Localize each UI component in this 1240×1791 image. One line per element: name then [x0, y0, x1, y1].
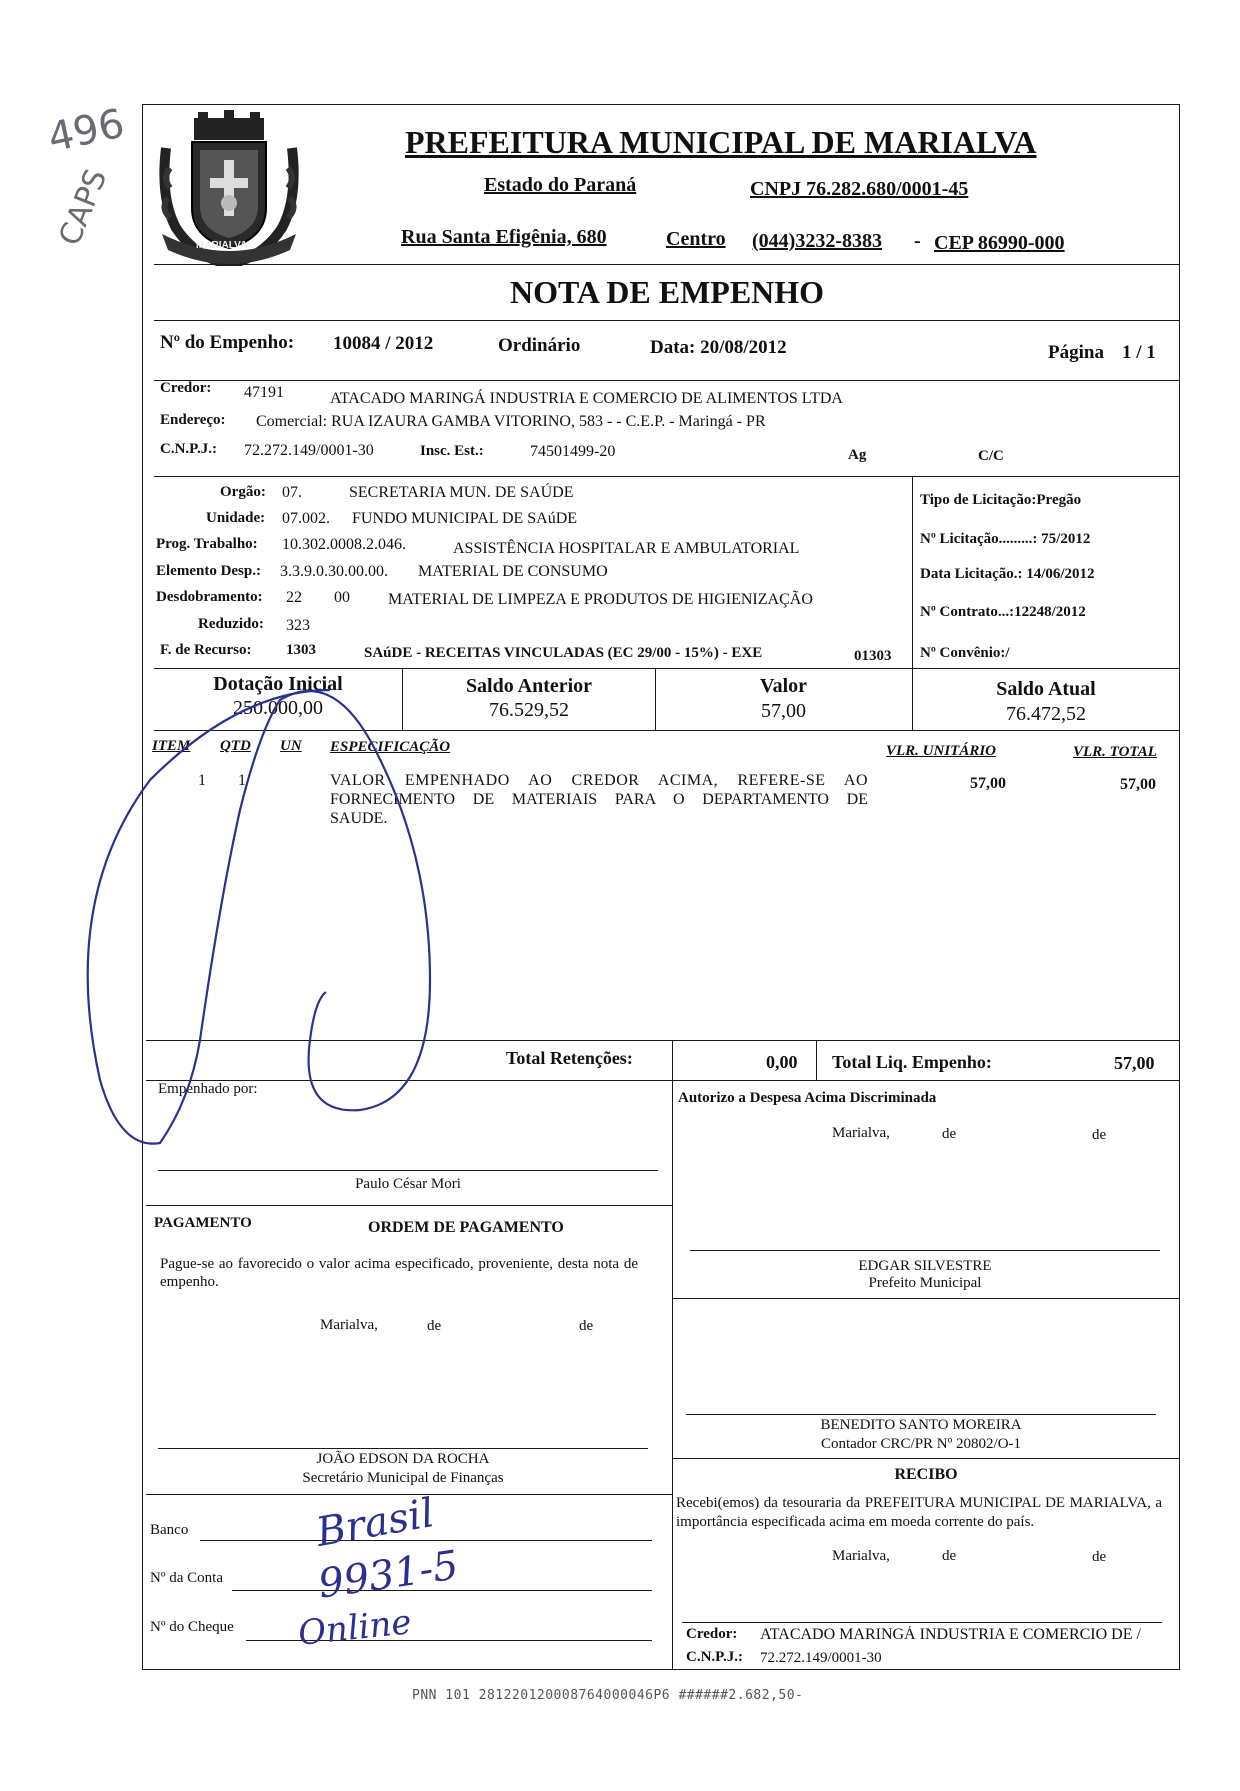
address-street: Rua Santa Efigênia, 680	[401, 226, 607, 248]
saldo-anterior-label: Saldo Anterior	[465, 675, 593, 697]
divider	[154, 380, 1180, 381]
tipo-licitacao: Tipo de Licitação:Pregão	[920, 492, 1082, 508]
credor-address: Comercial: RUA IZAURA GAMBA VITORINO, 583 - - C.E.P. - Maringá - PR	[256, 413, 766, 430]
footer-machine-code: PNN 101 281220120008764000046P6 ######2.682,50-	[412, 1688, 804, 1703]
phone-number: (044)3232-8383	[752, 230, 882, 252]
col-header-total-value: VLR. TOTAL	[1073, 744, 1157, 760]
address-separator: -	[914, 230, 921, 252]
address-district: Centro	[666, 228, 726, 250]
pagamento-label: PAGAMENTO	[154, 1215, 252, 1231]
liquido-label: Total Liq. Empenho:	[832, 1052, 992, 1072]
divider	[672, 1080, 673, 1670]
prefeito-name: EDGAR SILVESTRE	[858, 1258, 992, 1274]
page-number: 1 / 1	[1122, 342, 1156, 363]
autorizo-city: Marialva,	[832, 1125, 890, 1141]
col-header-item: ITEM	[152, 738, 191, 754]
credor-cnpj: 72.272.149/0001-30	[244, 442, 374, 459]
recurso-code: 1303	[286, 642, 316, 658]
recibo-city: Marialva,	[832, 1548, 890, 1564]
desdobramento-label: Desdobramento:	[156, 589, 263, 605]
banco-handwritten: Brasil	[312, 1490, 438, 1556]
col-header-qtd: QTD	[220, 738, 251, 754]
insc-label: Insc. Est.:	[420, 443, 484, 459]
item-description-line2: FORNECIMENTO DE MATERIAIS PARA O DEPARTAMENTO DE	[330, 791, 868, 808]
autorizo-de-2: de	[1092, 1127, 1107, 1143]
page-label: Página	[1048, 342, 1104, 363]
banco-label: Banco	[150, 1522, 189, 1538]
prog-trabalho-label: Prog. Trabalho:	[156, 536, 258, 552]
signature-line	[158, 1448, 648, 1449]
col-header-un: UN	[280, 738, 302, 754]
item-total-value: 57,00	[1120, 776, 1156, 793]
empenho-date: Data: 20/08/2012	[650, 337, 787, 358]
data-licitacao: Data Licitação.: 14/06/2012	[920, 566, 1095, 582]
desdobramento-name: MATERIAL DE LIMPEZA E PRODUTOS DE HIGIENIZAÇÃO	[388, 591, 813, 608]
saldo-atual-value: 76.472,52	[1006, 703, 1086, 725]
reduzido-label: Reduzido:	[198, 616, 264, 632]
contador-role: Contador CRC/PR Nº 20802/O-1	[820, 1436, 1022, 1452]
elemento-label: Elemento Desp.:	[156, 563, 261, 579]
retencoes-value: 0,00	[766, 1052, 798, 1072]
secretario-role: Secretário Municipal de Finanças	[302, 1470, 504, 1486]
credor-label: Credor:	[160, 380, 212, 396]
col-header-especificacao: ESPECIFICAÇÃO	[330, 739, 451, 755]
desdobramento-subcode: 00	[334, 589, 350, 606]
recibo-cnpj-label: C.N.P.J.:	[686, 1649, 743, 1665]
dotacao-inicial-label: Dotação Inicial	[213, 673, 343, 695]
liquido-value: 57,00	[1114, 1053, 1155, 1073]
desdobramento-code: 22	[286, 589, 302, 606]
item-description-line1: VALOR EMPENHADO AO CREDOR ACIMA, REFERE-SE AO	[330, 772, 868, 789]
dotacao-inicial-value: 250.000,00	[233, 697, 323, 719]
divider	[146, 1080, 1180, 1081]
margin-note-number: 496	[44, 100, 129, 162]
numero-convenio: Nº Convênio:/	[920, 645, 1010, 661]
divider	[154, 730, 1180, 731]
saldo-atual-label: Saldo Atual	[996, 678, 1096, 700]
orgao-name: SECRETARIA MUN. DE SAÚDE	[349, 484, 574, 501]
empenhado-por-name: Paulo César Mori	[355, 1176, 461, 1192]
recibo-cnpj: 72.272.149/0001-30	[760, 1650, 882, 1666]
seal-ribbon-text: MARIALVA	[196, 240, 248, 251]
divider	[402, 668, 403, 730]
recibo-text: Recebi(emos) da tesouraria da PREFEITURA MUNICIPAL DE MARIALVA, a importância especificada acima em moeda corrente do país.	[676, 1495, 1162, 1530]
divider	[816, 1040, 817, 1080]
col-header-unit-value: VLR. UNITÁRIO	[886, 743, 997, 759]
recurso-number: 01303	[854, 648, 892, 664]
numero-contrato: Nº Contrato...:12248/2012	[920, 604, 1086, 620]
empenho-type: Ordinário	[498, 335, 581, 356]
empenho-number-label: Nº do Empenho:	[160, 332, 295, 353]
recibo-credor-name: ATACADO MARINGÁ INDUSTRIA E COMERCIO DE /	[760, 1626, 1141, 1643]
empenhado-por-label: Empenhado por:	[158, 1081, 258, 1097]
item-qty: 1	[238, 772, 246, 789]
recibo-title: RECIBO	[894, 1466, 958, 1483]
address-label: Endereço:	[160, 412, 226, 428]
conta-handwritten: 9931-5	[315, 1542, 462, 1608]
signature-line	[158, 1170, 658, 1171]
divider	[912, 476, 913, 730]
elemento-name: MATERIAL DE CONSUMO	[418, 563, 608, 580]
divider	[146, 1040, 1180, 1041]
prog-trabalho-code: 10.302.0008.2.046.	[282, 536, 406, 553]
divider	[672, 1458, 1180, 1459]
numero-licitacao: Nº Licitação.........: 75/2012	[920, 531, 1091, 547]
recurso-name: SAúDE - RECEITAS VINCULADAS (EC 29/00 - 15%) - EXE	[364, 645, 763, 661]
account-label: C/C	[978, 448, 1004, 464]
orgao-label: Orgão:	[220, 484, 266, 500]
secretario-name: JOÃO EDSON DA ROCHA	[316, 1451, 490, 1467]
conta-label: Nº da Conta	[150, 1570, 223, 1586]
valor-value: 57,00	[761, 700, 806, 722]
saldo-anterior-value: 76.529,52	[489, 699, 569, 721]
recibo-credor-label: Credor:	[686, 1626, 738, 1642]
reduzido-value: 323	[286, 617, 310, 634]
item-unit-value: 57,00	[970, 775, 1006, 792]
credor-code: 47191	[244, 384, 284, 401]
signature-line	[690, 1250, 1160, 1251]
divider	[672, 1040, 673, 1080]
cheque-label: Nº do Cheque	[150, 1619, 234, 1635]
unidade-label: Unidade:	[206, 510, 266, 526]
recibo-de-1: de	[942, 1548, 957, 1564]
signature-line	[682, 1622, 1162, 1623]
empenho-number: 10084 / 2012	[333, 333, 434, 354]
postal-code: CEP 86990-000	[934, 232, 1065, 254]
contador-name: BENEDITO SANTO MOREIRA	[820, 1417, 1022, 1433]
cnpj-label: C.N.P.J.:	[160, 441, 217, 457]
divider	[146, 1205, 672, 1206]
signature-line	[686, 1414, 1156, 1415]
item-number: 1	[198, 772, 206, 789]
credor-insc: 74501499-20	[530, 443, 616, 460]
recibo-de-2: de	[1092, 1549, 1107, 1565]
autorizo-de-1: de	[942, 1126, 957, 1142]
agency-label: Ag	[848, 447, 867, 463]
prog-trabalho-name: ASSISTÊNCIA HOSPITALAR E AMBULATORIAL	[453, 540, 800, 557]
margin-note-caps: CAPS	[52, 164, 115, 251]
city-seal	[156, 108, 302, 266]
unidade-name: FUNDO MUNICIPAL DE SAúDE	[352, 510, 578, 527]
document-title: NOTA DE EMPENHO	[509, 274, 825, 310]
pagamento-text: Pague-se ao favorecido o valor acima especificado, proveniente, desta nota de empenho.	[160, 1256, 638, 1290]
item-description-line3: SAUDE.	[330, 810, 388, 827]
pagamento-de-2: de	[579, 1318, 594, 1334]
unidade-code: 07.002.	[282, 510, 330, 527]
divider	[154, 264, 1180, 265]
orgao-code: 07.	[282, 484, 302, 501]
divider	[154, 320, 1180, 321]
divider	[154, 668, 1180, 669]
divider	[655, 668, 656, 730]
cheque-handwritten: Online	[296, 1602, 414, 1654]
retencoes-label: Total Retenções:	[506, 1048, 633, 1068]
credor-name: ATACADO MARINGÁ INDUSTRIA E COMERCIO DE ALIMENTOS LTDA	[330, 390, 843, 407]
elemento-code: 3.3.9.0.30.00.00.	[280, 563, 388, 580]
ordem-pagamento-label: ORDEM DE PAGAMENTO	[368, 1219, 564, 1236]
municipality-cnpj: CNPJ 76.282.680/0001-45	[750, 178, 969, 200]
municipality-title: PREFEITURA MUNICIPAL DE MARIALVA	[405, 124, 1037, 160]
autorizo-label: Autorizo a Despesa Acima Discriminada	[678, 1090, 937, 1106]
banco-line	[200, 1540, 652, 1541]
divider	[672, 1298, 1180, 1299]
prefeito-role: Prefeito Municipal	[868, 1275, 982, 1291]
divider	[154, 476, 1180, 477]
state-name: Estado do Paraná	[484, 174, 637, 196]
valor-label: Valor	[759, 675, 808, 697]
pagamento-city: Marialva,	[320, 1317, 378, 1333]
recurso-label: F. de Recurso:	[160, 642, 252, 658]
pagamento-de-1: de	[427, 1318, 442, 1334]
